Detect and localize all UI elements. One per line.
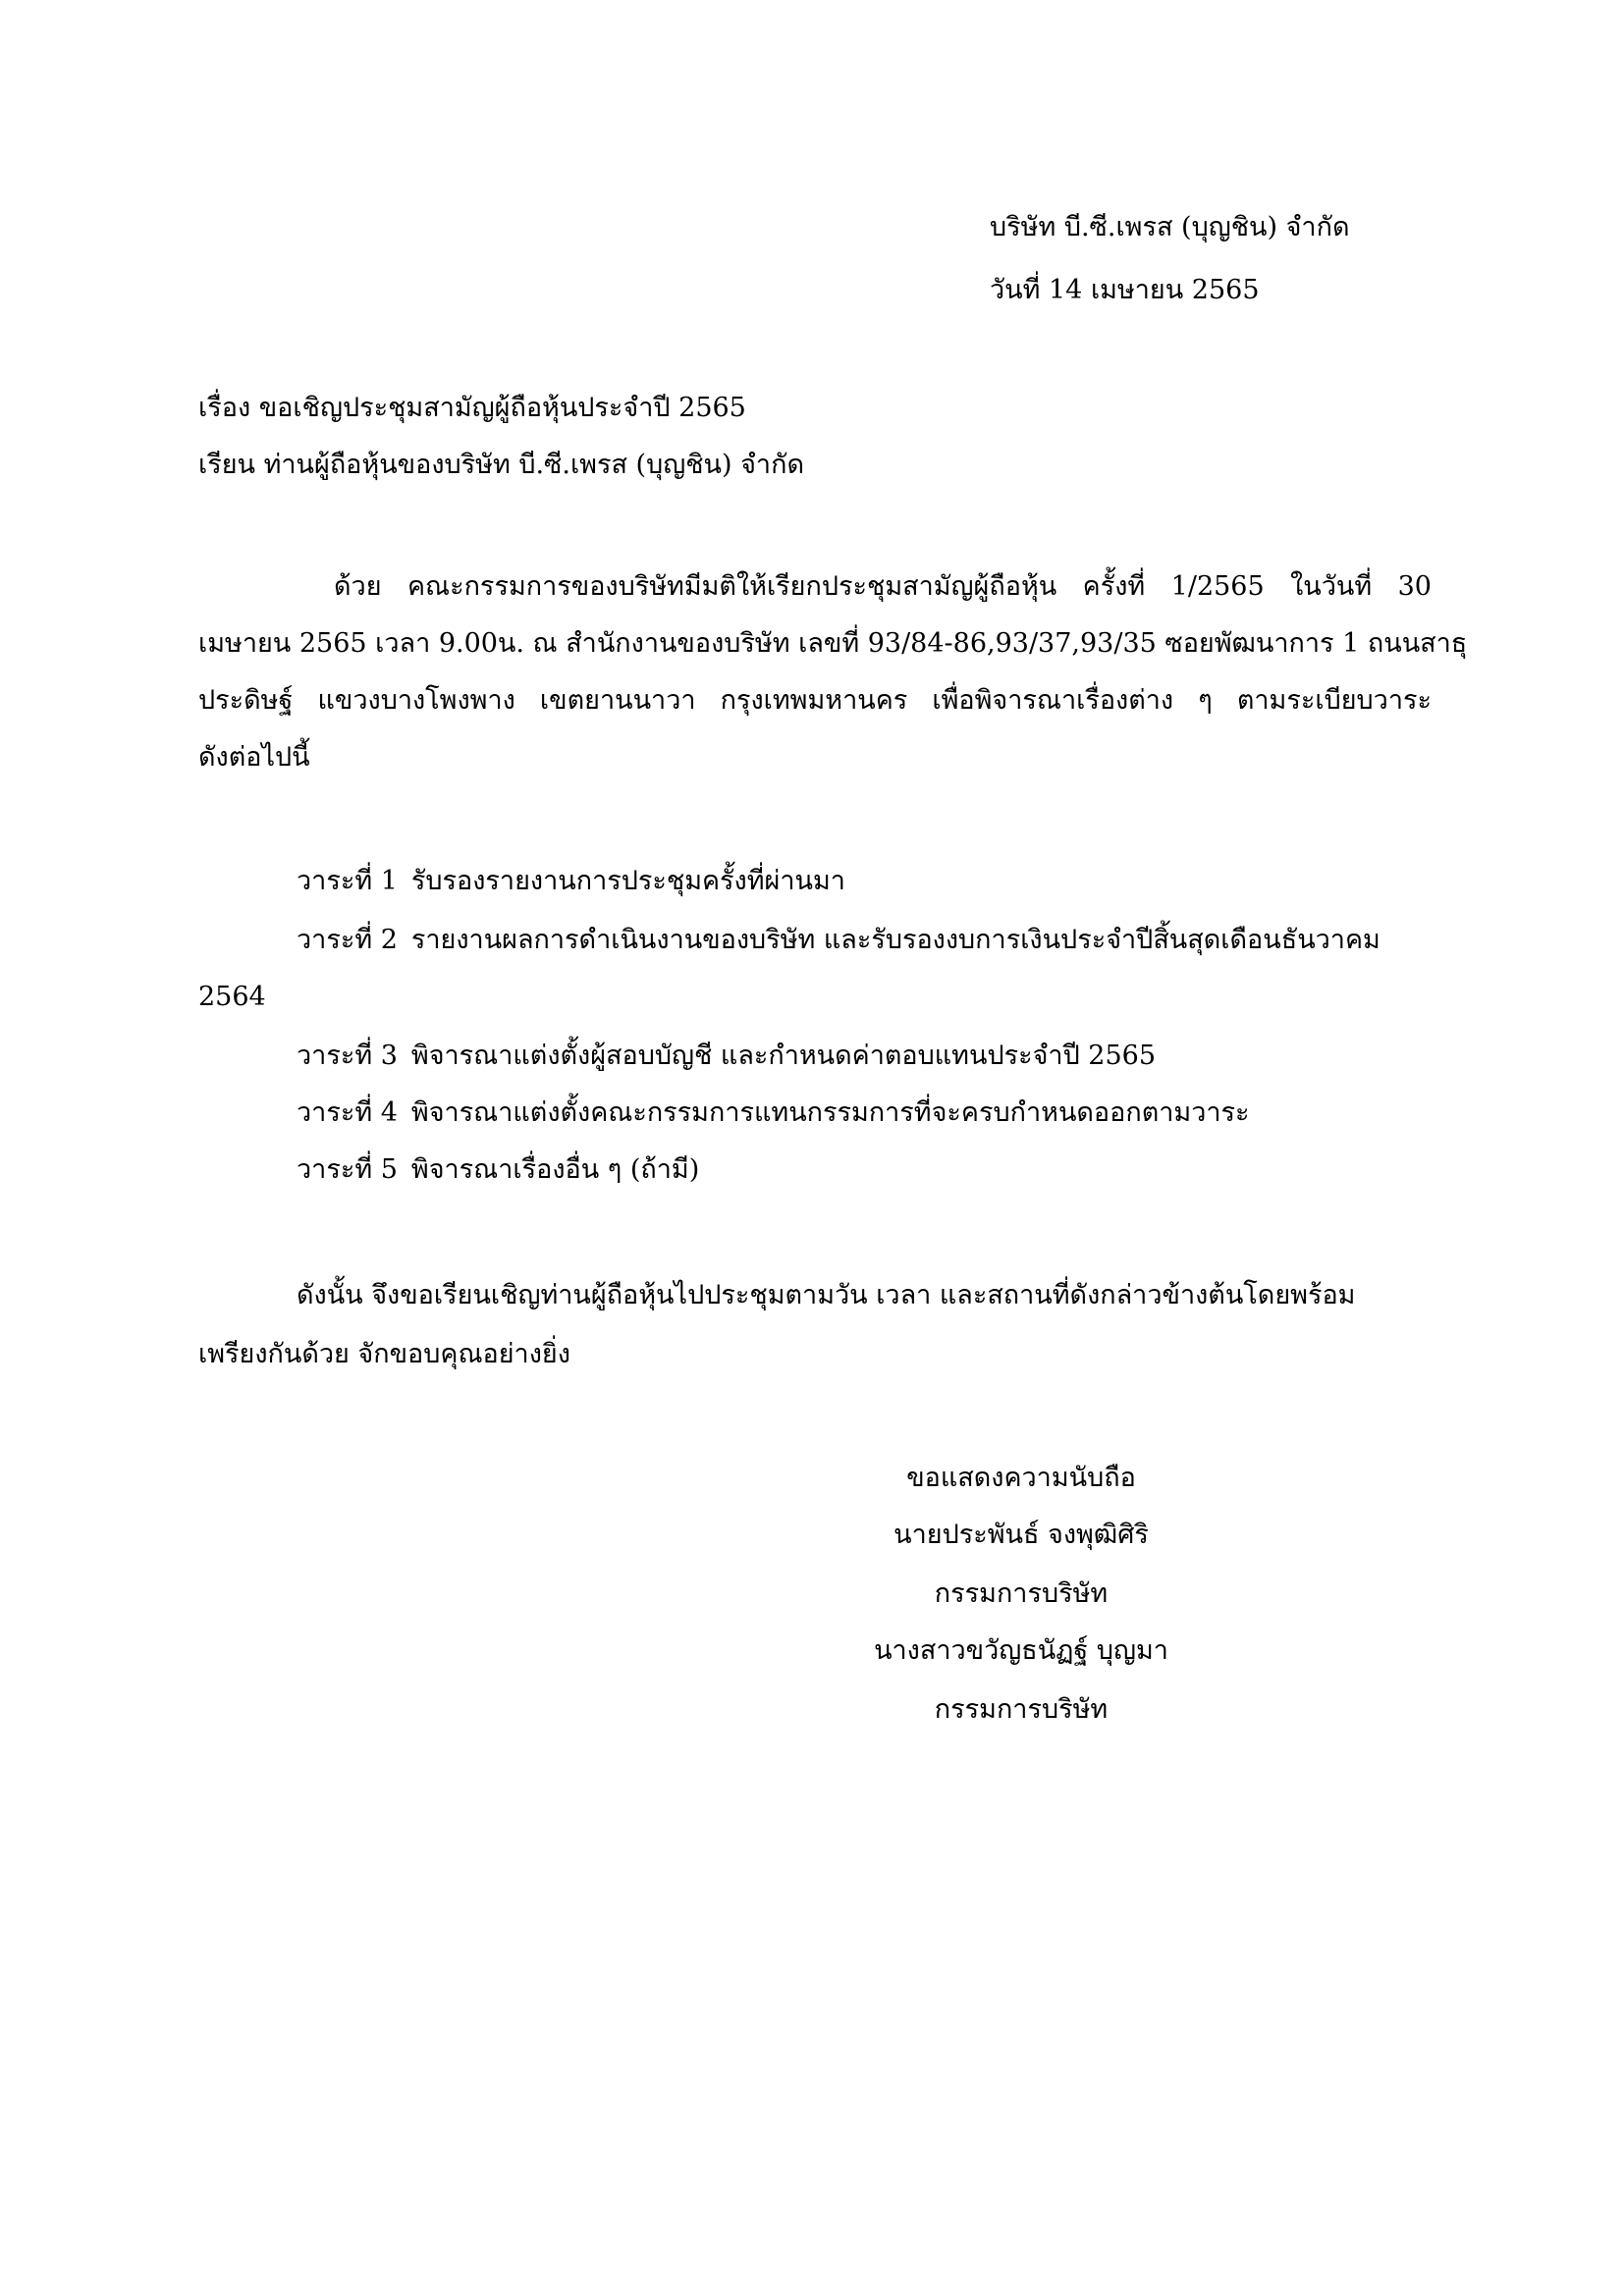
agenda-item-4 bbox=[297, 1094, 1250, 1133]
agenda-item-5 bbox=[297, 1150, 699, 1190]
agenda-label: วาระที่ 5 bbox=[297, 1154, 398, 1185]
closing-line-1: ดังนั้น จึงขอเรียนเชิญท่านผู้ถือหุ้นไปประชุมตามวัน เวลา และสถานที่ดังกล่าวข้างต้นโดยพร้อม bbox=[297, 1280, 1356, 1310]
agenda-label: วาระที่ 1 bbox=[297, 866, 398, 896]
signer-1-title: กรรมการบริษัท bbox=[934, 1578, 1109, 1609]
agenda-item-3 bbox=[297, 1037, 1156, 1076]
signer-2-title: กรรมการบริษัท bbox=[934, 1694, 1109, 1725]
letter-date: วันที่ 14 เมษายน 2565 bbox=[990, 275, 1260, 305]
company-name: บริษัท บี.ซี.เพรส (บุญชิน) จำกัด bbox=[990, 212, 1350, 242]
agenda-item-2 bbox=[297, 921, 1380, 960]
agenda-text: พิจารณาแต่งตั้งผู้สอบบัญชี และกำหนดค่าตอบแทนประจำปี 2565 bbox=[410, 1041, 1156, 1071]
intro-line-4: ดังต่อไปนี้ bbox=[198, 742, 310, 773]
intro-line-1: ด้วย คณะกรรมการของบริษัทมีมติให้เรียกประชุมสามัญผู้ถือหุ้น ครั้งที่ 1/2565 ในวันที่ 30 bbox=[334, 571, 1432, 602]
agenda-label: วาระที่ 4 bbox=[297, 1097, 398, 1128]
intro-line-2: เมษายน 2565 เวลา 9.00น. ณ สำนักงานของบริษัท เลขที่ 93/84-86,93/37,93/35 ซอยพัฒนาการ 1 ถนนสาธุ bbox=[198, 628, 1468, 659]
agenda-text: รับรองรายงานการประชุมครั้งที่ผ่านมา bbox=[410, 866, 845, 896]
agenda-label: วาระที่ 2 bbox=[297, 925, 398, 955]
signer-1-name: นายประพันธ์ จงพุฒิศิริ bbox=[893, 1520, 1149, 1550]
agenda-item-2-continuation: 2564 bbox=[198, 982, 266, 1012]
addressee-line: เรียน ท่านผู้ถือหุ้นของบริษัท บี.ซี.เพรส (บุญชิน) จำกัด bbox=[198, 450, 804, 480]
subject-line: เรื่อง ขอเชิญประชุมสามัญผู้ถือหุ้นประจำปี 2565 bbox=[198, 393, 746, 423]
agenda-item-1 bbox=[297, 862, 845, 901]
salutation: ขอแสดงความนับถือ bbox=[906, 1463, 1136, 1493]
agenda-text: พิจารณาแต่งตั้งคณะกรรมการแทนกรรมการที่จะครบกำหนดออกตามวาระ bbox=[410, 1097, 1250, 1128]
signer-2-name: นางสาวขวัญธนัฏฐ์ บุญมา bbox=[874, 1635, 1168, 1666]
closing-line-2: เพรียงกันด้วย จักขอบคุณอย่างยิ่ง bbox=[198, 1339, 570, 1369]
agenda-text: พิจารณาเรื่องอื่น ๆ (ถ้ามี) bbox=[410, 1154, 700, 1185]
agenda-label: วาระที่ 3 bbox=[297, 1041, 398, 1071]
agenda-text: รายงานผลการดำเนินงานของบริษัท และรับรองงบการเงินประจำปีสิ้นสุดเดือนธันวาคม bbox=[410, 925, 1380, 955]
intro-line-3: ประดิษฐ์ แขวงบางโพงพาง เขตยานนาวา กรุงเทพมหานคร เพื่อพิจารณาเรื่องต่าง ๆ ตามระเบียบวาระ bbox=[198, 685, 1432, 716]
